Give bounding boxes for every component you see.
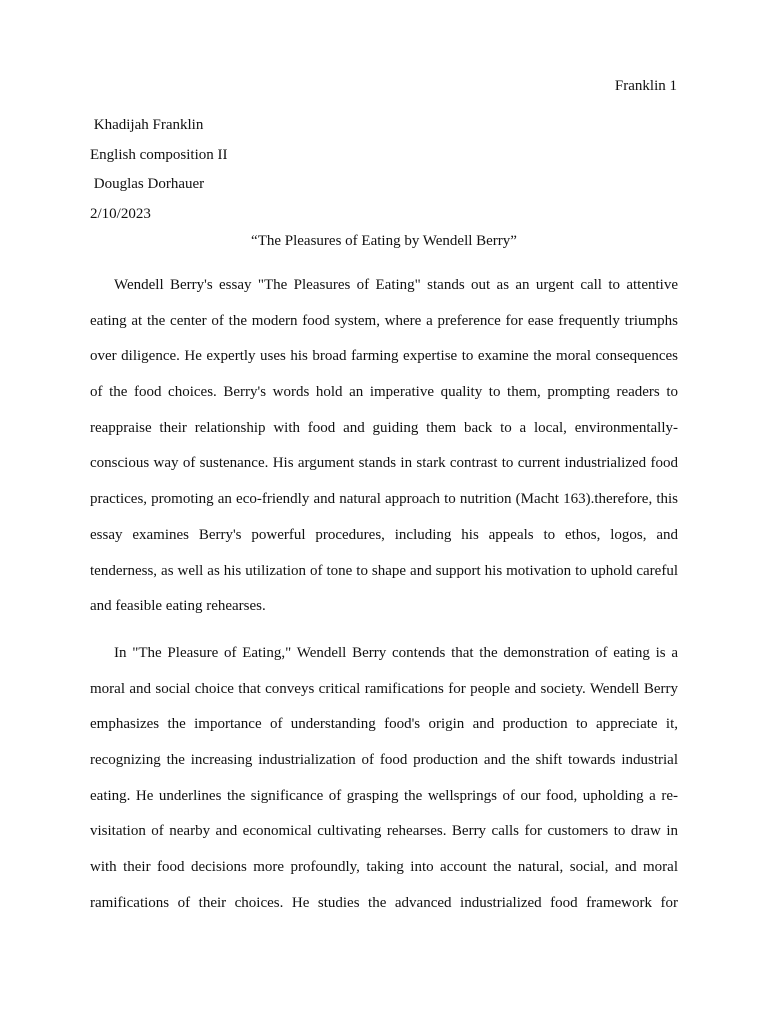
paragraph-1 (90, 268, 678, 625)
paragraph-line: ramifications of their choices. He studies the advanced industrialized food framework for (90, 894, 678, 911)
paragraph-line: over diligence. He expertly uses his broad farming expertise to examine the moral consequences (90, 348, 678, 365)
paragraph-line: of the food choices. Berry's words hold an imperative quality to them, prompting readers to (90, 384, 678, 401)
paragraph-line: emphasizes the importance of understanding food's origin and production to appreciate it, (90, 716, 678, 733)
instructor-name: Douglas Dorhauer (90, 176, 205, 192)
paragraph-line: tenderness, as well as his utilization of tone to shape and support his motivation to uphold careful (90, 562, 678, 579)
paragraph-line: Wendell Berry's essay "The Pleasures of Eating" stands out as an urgent call to attentive (114, 277, 678, 293)
paragraph-line: In "The Pleasure of Eating," Wendell Berry contends that the demonstration of eating is a (114, 644, 678, 661)
paragraph-line: with their food decisions more profoundly, taking into account the natural, social, and moral (90, 859, 678, 875)
document-date: 2/10/2023 (90, 205, 151, 222)
paragraph-line: practices, promoting an eco-friendly and natural approach to nutrition (Macht 163).therefore, this (90, 491, 678, 508)
essay-title: “The Pleasures of Eating by Wendell Berry” (251, 233, 517, 249)
paragraph-line: conscious way of sustenance. His argument stands in stark contrast to current industrialized food (90, 455, 678, 472)
mla-heading (90, 111, 678, 229)
running-head: Franklin 1 (614, 78, 677, 94)
paragraph-line: eating. He underlines the significance of grasping the wellsprings of our food, upholding a re- (90, 787, 678, 804)
essay-body (90, 268, 678, 921)
student-name: Khadijah Franklin (90, 117, 204, 133)
paragraph-line: visitation of nearby and economical cultivating rehearses. Berry calls for customers to draw in (90, 823, 678, 840)
paragraph-line: eating at the center of the modern food system, where a preference for ease frequently triumphs (90, 312, 678, 329)
paragraph-line: and feasible eating rehearses. (90, 598, 266, 615)
course-name: English composition II (90, 146, 228, 163)
paragraph-line: essay examines Berry's powerful procedures, including his appeals to ethos, logos, and (90, 526, 678, 543)
paragraph-line: reappraise their relationship with food and guiding them back to a local, environmentally- (90, 419, 678, 436)
paragraph-2 (90, 636, 678, 922)
paragraph-line: moral and social choice that conveys critical ramifications for people and society. Wendell Berry (90, 680, 678, 697)
paragraph-line: recognizing the increasing industrialization of food production and the shift towards industrial (90, 751, 678, 768)
